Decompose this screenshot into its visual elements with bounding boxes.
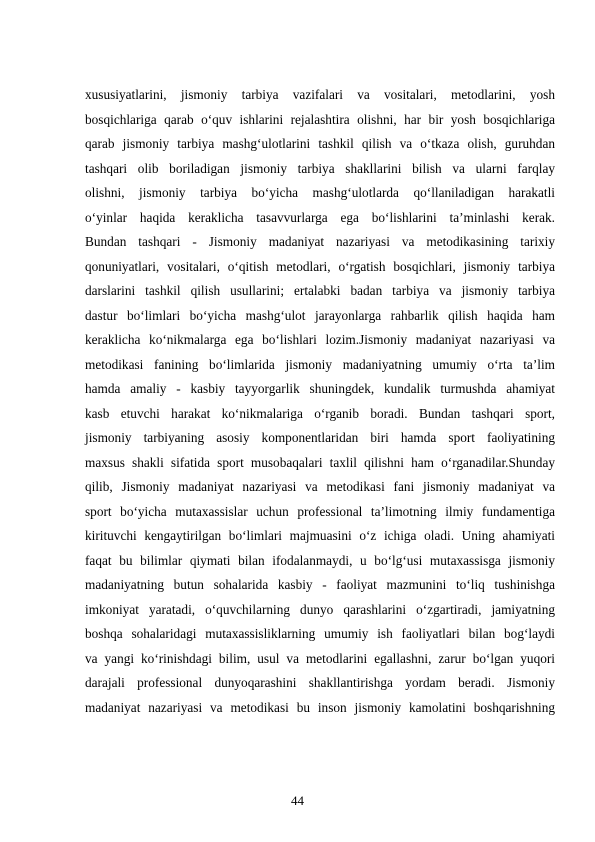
body-text [85,83,555,720]
text-line: darslarini tashkil qilish usullarini; ertalabki badan tarbiya va jismoniy tarbiya [85,283,555,298]
text-line: madaniyat nazariyasi va metodikasi bu inson jismoniy kamolatini boshqarishning [85,699,555,715]
text-line: jismoniy tarbiyaning asosiy komponentlaridan biri hamda sport faoliyatining [85,430,555,445]
page-number: 44 [291,793,304,808]
text-line: keraklicha ko‘nikmalarga ega bo‘lishlari lozim.Jismoniy madaniyat nazariyasi va [85,332,555,347]
text-line: va yangi ko‘rinishdagi bilim, usul va metodlarini egallashni, zarur bo‘lgan yuqori [85,650,555,666]
text-line: xususiyatlarini, jismoniy tarbiya vazifalari va vositalari, metodlarini, yosh [85,87,555,102]
text-line: Bundan tashqari - Jismoniy madaniyat nazariyasi va metodikasining tarixiy [85,234,555,249]
text-line: madaniyatning butun sohalarida kasbiy - faoliyat mazmunini to‘liq tushinishga [85,577,555,592]
text-line: qonuniyatlari, vositalari, o‘qitish metodlari, o‘rgatish bosqichlari, jismoniy tarbiya [85,258,555,274]
text-line: sport bo‘yicha mutaxassislar uchun professional ta’limotning ilmiy fundamentiga [85,503,555,519]
text-line: dastur bo‘limlari bo‘yicha mashg‘ulot jarayonlarga rahbarlik qilish haqida ham [85,307,555,323]
text-line: qarab jismoniy tarbiya mashg‘ulotlarini tashkil qilish va o‘tkaza olish, guruhdan [85,136,555,151]
text-line: imkoniyat yaratadi, o‘quvchilarning dunyo qarashlarini o‘zgartiradi, jamiyatning [85,601,555,617]
text-line: olishni, jismoniy tarbiya bo‘yicha mashg‘ulotlarda qo‘llaniladigan harakatli [85,185,555,200]
text-line: darajali professional dunyoqarashini shakllantirishga yordam beradi. Jismoniy [85,675,555,690]
text-line: faqat bu bilimlar qiymati bilan ifodalanmaydi, u bo‘lg‘usi mutaxassisga jismoniy [85,552,555,568]
text-line: qilib, Jismoniy madaniyat nazariyasi va metodikasi fani jismoniy madaniyat va [85,479,555,494]
text-line: kasb etuvchi harakat ko‘nikmalariga o‘rganib boradi. Bundan tashqari sport, [85,405,555,421]
text-line: metodikasi fanining bo‘limlarida jismoniy madaniyatning umumiy o‘rta ta’lim [85,356,555,372]
text-line: hamda amaliy - kasbiy tayyorgarlik shuningdek, kundalik turmushda ahamiyat [85,381,555,396]
text-line: bosqichlariga qarab o‘quv ishlarini rejalashtira olishni, har bir yosh bosqichlariga [85,111,555,127]
text-line: maxsus shakli sifatida sport musobaqalari taxlil qilishni ham o‘rganadilar.Shunday [85,454,555,470]
text-line: boshqa sohalaridagi mutaxassisliklarning umumiy ish faoliyatlari bilan bog‘laydi [85,626,555,641]
text-line: o‘yinlar haqida keraklicha tasavvurlarga ega bo‘lishlarini ta’minlashi kerak. [85,209,555,225]
text-line: tashqari olib boriladigan jismoniy tarbiya shakllarini bilish va ularni farqlay [85,160,555,176]
text-line: kirituvchi kengaytirilgan bo‘limlari majmuasini o‘z ichiga oladi. Uning ahamiyati [85,528,555,543]
